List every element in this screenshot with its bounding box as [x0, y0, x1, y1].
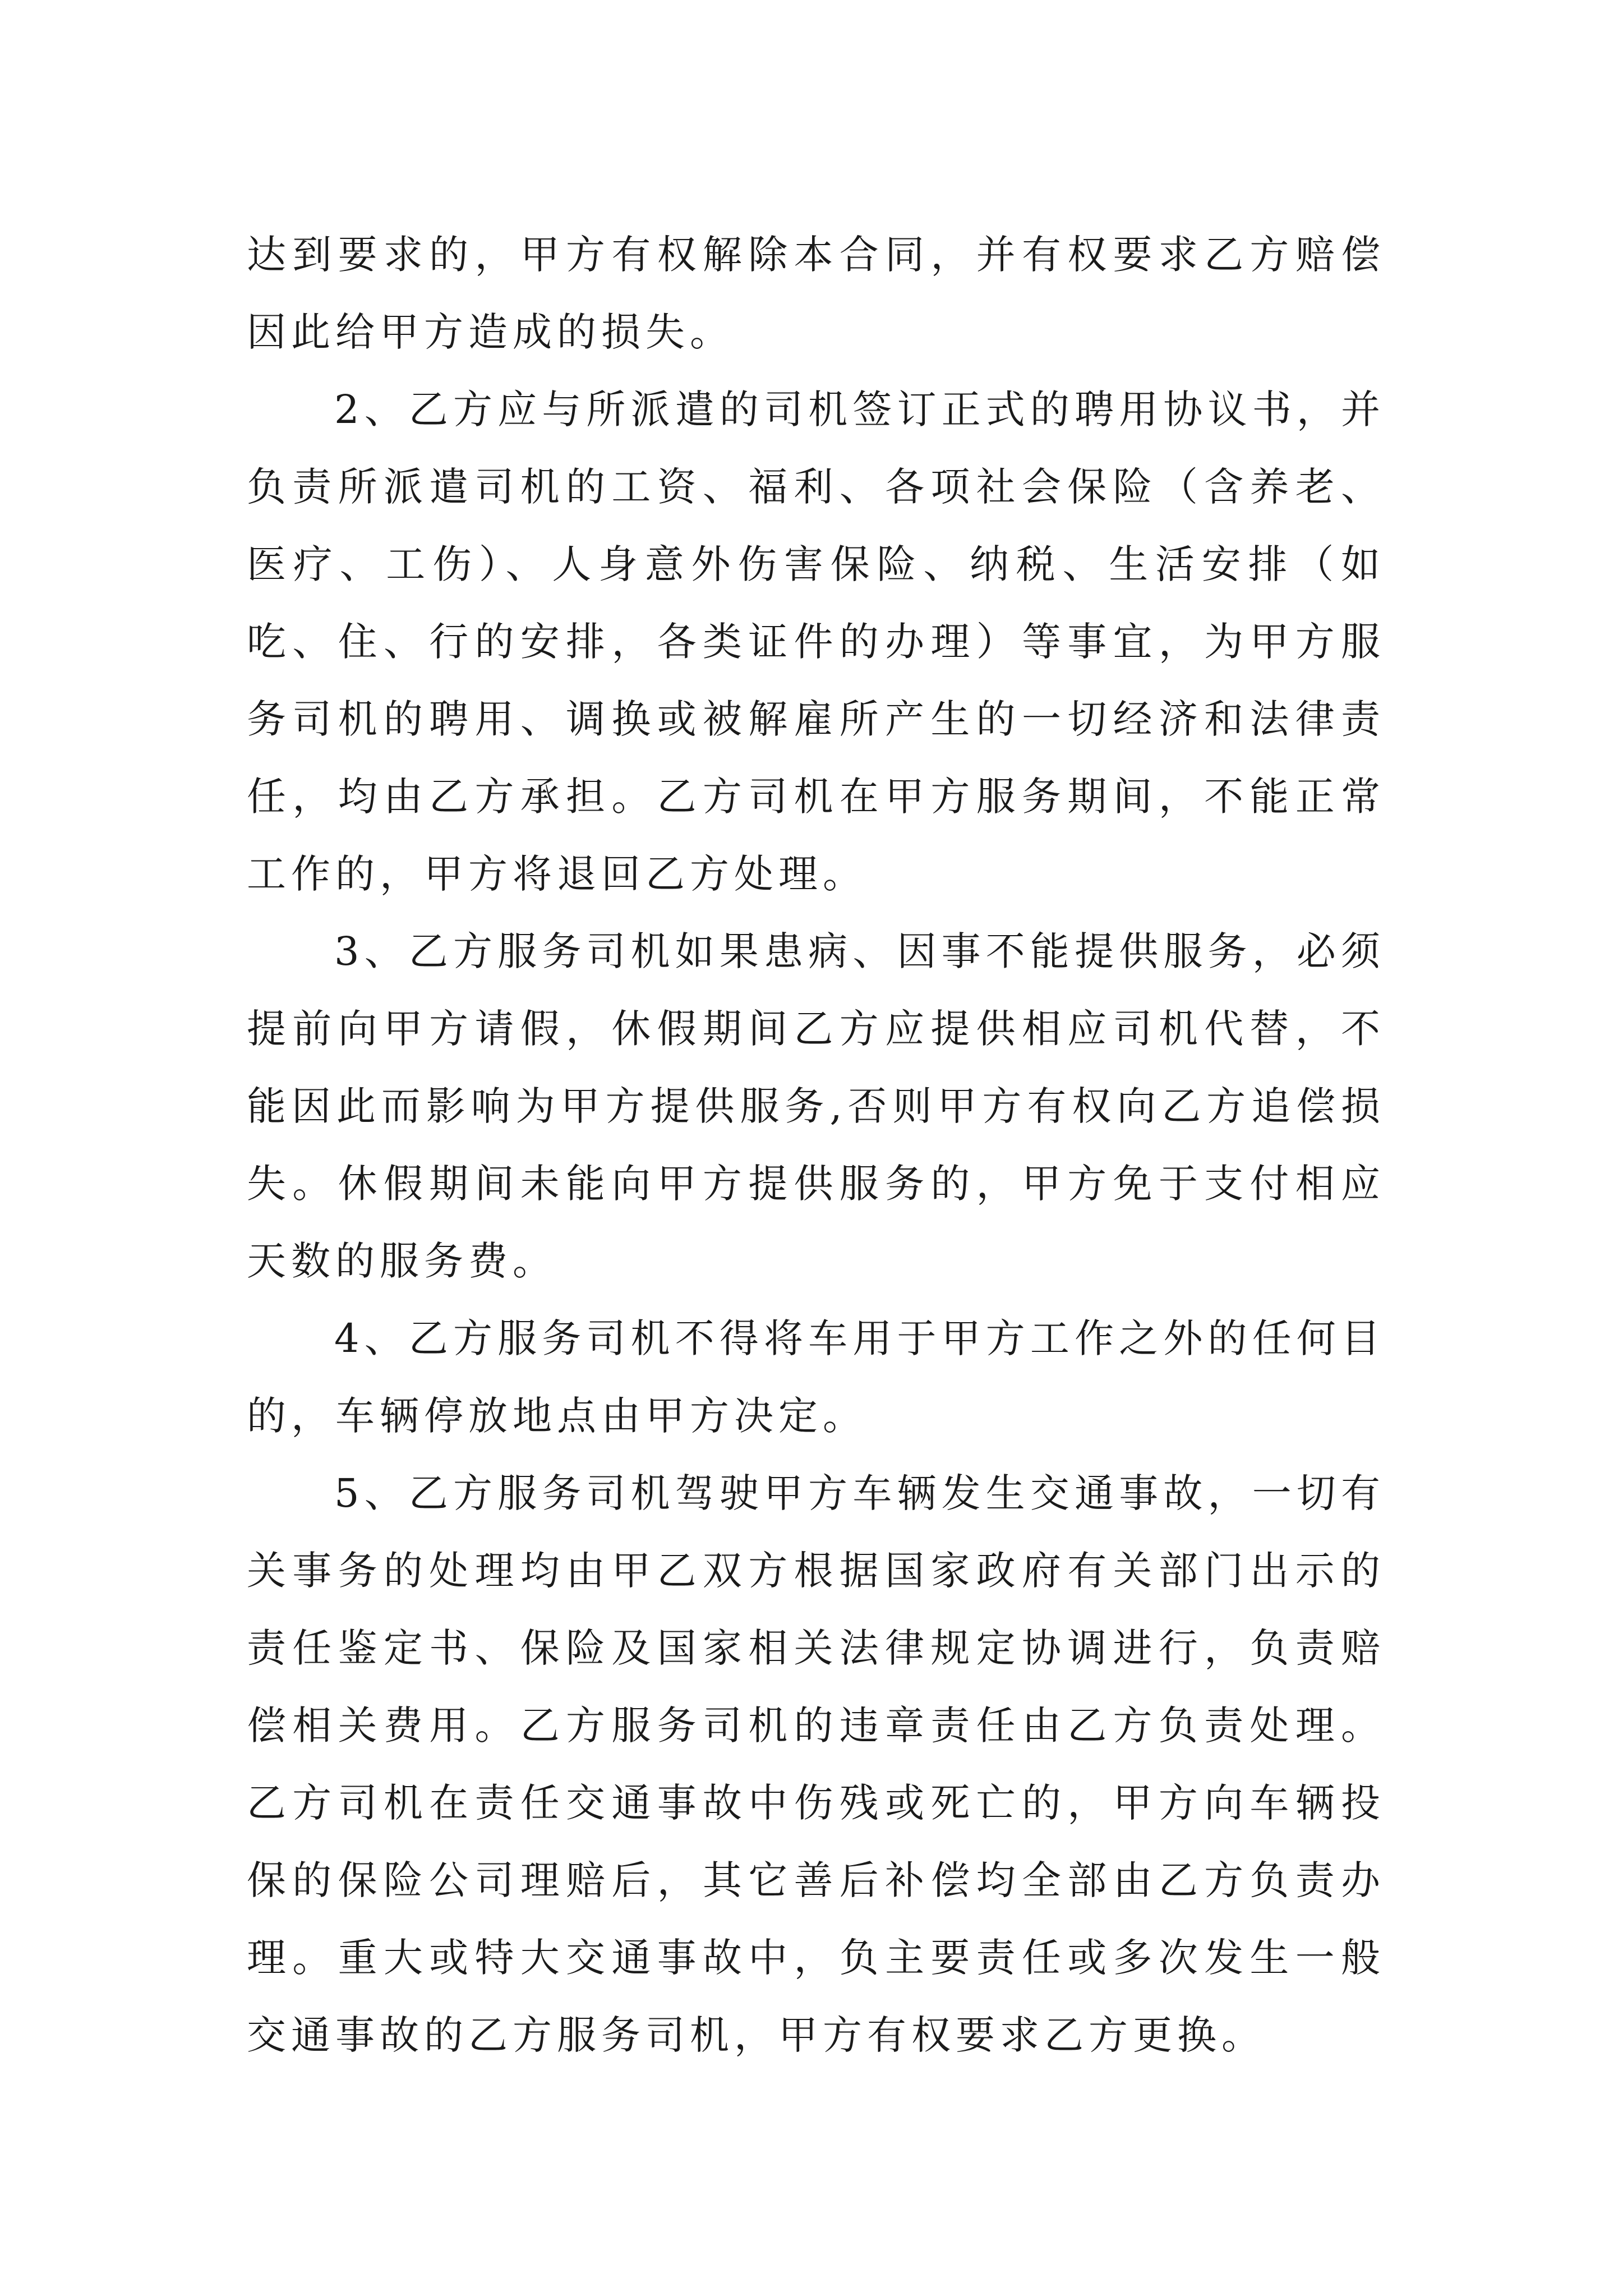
paragraph-clause-1-continuation: 达到要求的，甲方有权解除本合同，并有权要求乙方赔偿因此给甲方造成的损失。: [247, 232, 1385, 355]
document-page: [247, 216, 1385, 2074]
paragraph-clause-3: 3、乙方服务司机如果患病、因事不能提供服务，必须提前向甲方请假，休假期间乙方应提供相应司机代替，不能因此而影响为甲方提供服务,否则甲方有权向乙方追偿损失。休假期间未能向甲方提供服务的，甲方免于支付相应天数的服务费。: [247, 928, 1385, 1284]
paragraph-clause-4: 4、乙方服务司机不得将车用于甲方工作之外的任何目的，车辆停放地点由甲方决定。: [247, 1315, 1385, 1439]
paragraph-clause-2: 2、乙方应与所派遣的司机签订正式的聘用协议书，并负责所派遣司机的工资、福利、各项社会保险（含养老、医疗、工伤）、人身意外伤害保险、纳税、生活安排（如吃、住、行的安排，各类证件的办理）等事宜，为甲方服务司机的聘用、调换或被解雇所产生的一切经济和法律责任，均由乙方承担。乙方司机在甲方服务期间，不能正常工作的，甲方将退回乙方处理。: [247, 386, 1385, 897]
paragraph-clause-5: 5、乙方服务司机驾驶甲方车辆发生交通事故，一切有关事务的处理均由甲乙双方根据国家政府有关部门出示的责任鉴定书、保险及国家相关法律规定协调进行，负责赔偿相关费用。乙方服务司机的违章责任由乙方负责处理。乙方司机在责任交通事故中伤残或死亡的，甲方向车辆投保的保险公司理赔后，其它善后补偿均全部由乙方负责办理。重大或特大交通事故中，负主要责任或多次发生一般交通事故的乙方服务司机，甲方有权要求乙方更换。: [247, 1470, 1385, 2058]
